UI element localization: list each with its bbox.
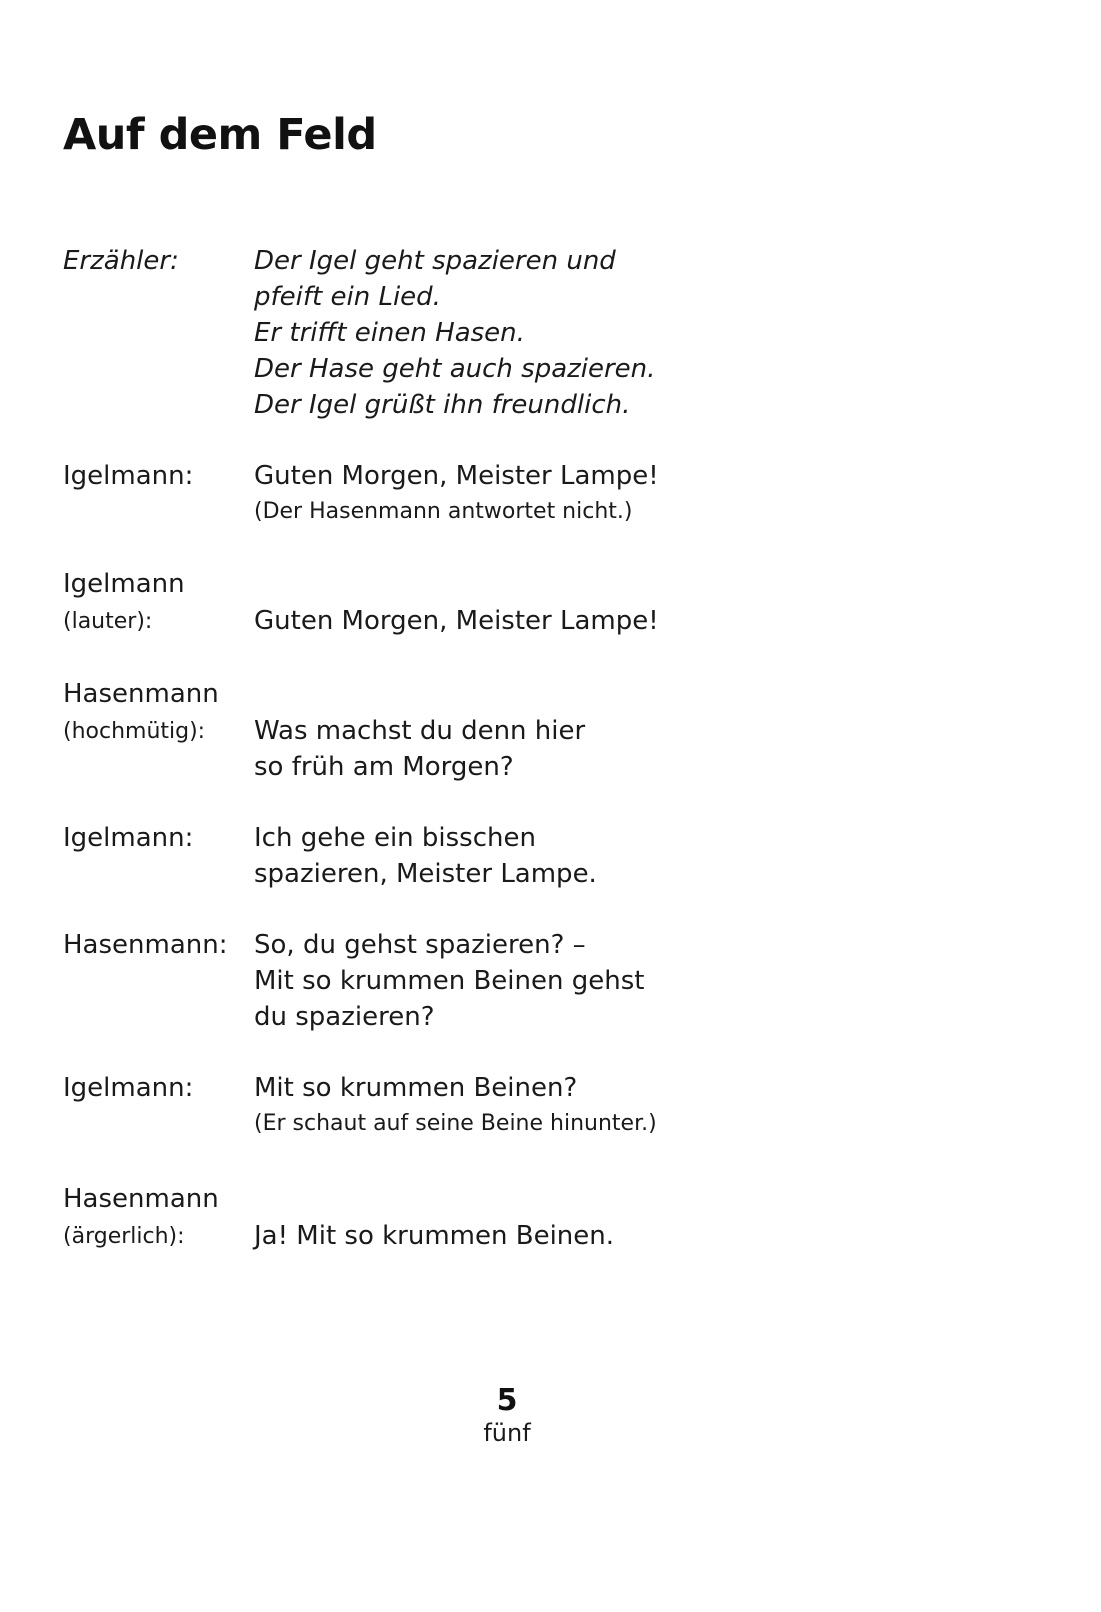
spoken-line: Was machst du denn hier: [254, 716, 586, 746]
speaker-name: Igelmann:: [63, 823, 194, 853]
spoken-lines: [254, 458, 659, 530]
spoken-line: Der Hase geht auch spazieren.: [254, 354, 656, 384]
speaker-name: Igelmann:: [63, 1073, 194, 1103]
speaker-label: [63, 566, 243, 640]
spoken-lines: [254, 243, 655, 423]
speaker-name: Igelmann: [63, 569, 185, 599]
page-number: 5: [496, 1383, 518, 1418]
spoken-lines: [254, 820, 597, 892]
speaker-label: [63, 820, 243, 857]
spoken-line: pfeift ein Lied.: [254, 282, 441, 312]
speaker-mood: (lauter):: [63, 609, 153, 634]
spoken-line: Mit so krummen Beinen gehst: [254, 966, 645, 996]
page-title: Auf dem Feld: [63, 110, 377, 160]
spoken-line: Ich gehe ein bisschen: [254, 823, 536, 853]
speaker-label: [63, 676, 243, 750]
spoken-line: Guten Morgen, Meister Lampe!: [254, 461, 659, 491]
spoken-line: Der Igel grüßt ihn freundlich.: [254, 390, 631, 420]
speaker-name: Erzähler:: [63, 246, 179, 276]
spoken-line: Ja! Mit so krummen Beinen.: [254, 1221, 615, 1251]
speaker-mood: (ärgerlich):: [63, 1224, 185, 1249]
spoken-line: spazieren, Meister Lampe.: [254, 859, 597, 889]
spoken-line: Er trifft einen Hasen.: [254, 318, 525, 348]
spoken-lines: [254, 603, 659, 639]
speaker-label: [63, 927, 243, 964]
stage-direction: (Er schaut auf seine Beine hinunter.): [254, 1111, 657, 1136]
spoken-line: so früh am Morgen?: [254, 752, 514, 782]
spoken-line: So, du gehst spazieren? –: [254, 930, 586, 960]
speaker-label: [63, 1181, 243, 1255]
speaker-label: [63, 1070, 243, 1107]
spoken-line: du spazieren?: [254, 1002, 435, 1032]
speaker-name: Hasenmann: [63, 679, 219, 709]
spoken-lines: [254, 1218, 614, 1254]
stage-direction: (Der Hasenmann antwortet nicht.): [254, 499, 633, 524]
speaker-mood: (hochmütig):: [63, 719, 206, 744]
speaker-name: Hasenmann: [63, 1184, 219, 1214]
spoken-lines: [254, 927, 644, 1035]
speaker-label: [63, 458, 243, 495]
spoken-line: Der Igel geht spazieren und: [254, 246, 616, 276]
speaker-name: Hasenmann:: [63, 930, 228, 960]
spoken-lines: [254, 713, 585, 785]
speaker-label: [63, 243, 243, 280]
spoken-lines: [254, 1070, 657, 1142]
spoken-line: Guten Morgen, Meister Lampe!: [254, 606, 659, 636]
spoken-line: Mit so krummen Beinen?: [254, 1073, 578, 1103]
speaker-name: Igelmann:: [63, 461, 194, 491]
page-number-word: fünf: [483, 1419, 531, 1447]
